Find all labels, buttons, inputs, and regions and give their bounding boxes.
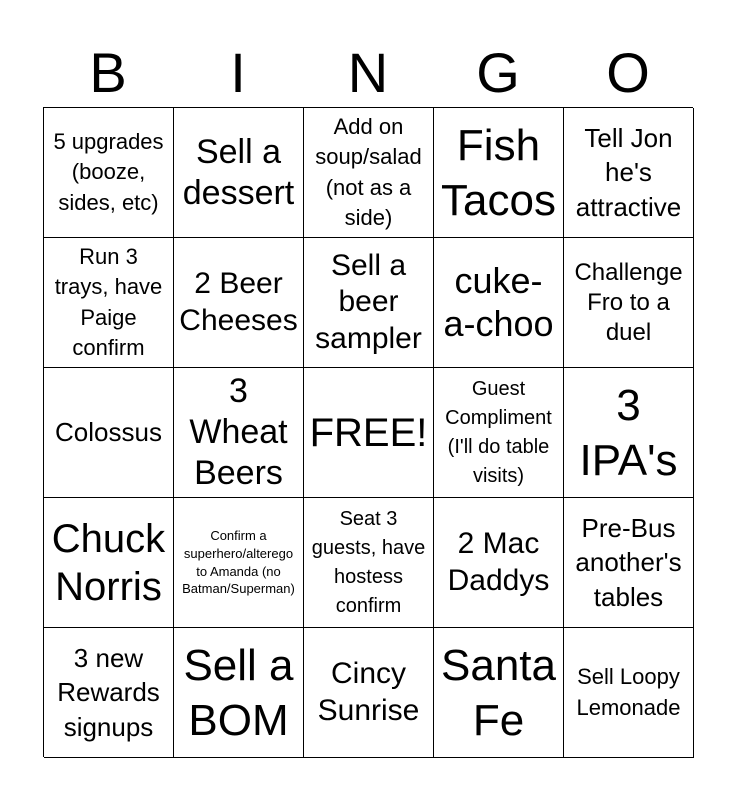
bingo-cell-r1-c1: 5 upgrades (booze, sides, etc) <box>44 108 174 238</box>
bingo-cell-r5-c2: Sell a BOM <box>174 628 304 758</box>
bingo-header <box>43 40 693 106</box>
bingo-cell-r3-c4: Guest Compliment (I'll do table visits) <box>434 368 564 498</box>
free-space: FREE! <box>304 368 434 498</box>
header-letter-i: I <box>230 41 246 104</box>
bingo-cell-r2-c2: 2 Beer Cheeses <box>174 238 304 368</box>
bingo-cell-r5-c1: 3 new Rewards signups <box>44 628 174 758</box>
bingo-cell-r3-c5: 3 IPA's <box>564 368 694 498</box>
bingo-cell-r3-c1: Colossus <box>44 368 174 498</box>
bingo-cell-r2-c4: cuke- a-choo <box>434 238 564 368</box>
bingo-cell-r4-c1: Chuck Norris <box>44 498 174 628</box>
bingo-cell-r4-c5: Pre-Bus another's tables <box>564 498 694 628</box>
bingo-cell-r4-c2: Confirm a superhero/alterego to Amanda (no Batman/Superman) <box>174 498 304 628</box>
bingo-cell-r1-c5: Tell Jon he's attractive <box>564 108 694 238</box>
bingo-cell-r1-c4: Fish Tacos <box>434 108 564 238</box>
bingo-cell-r5-c5: Sell Loopy Lemonade <box>564 628 694 758</box>
bingo-cell-r1-c3: Add on soup/salad (not as a side) <box>304 108 434 238</box>
bingo-card <box>43 107 693 757</box>
header-letter-b: B <box>89 41 127 104</box>
header-letter-g: G <box>476 41 520 104</box>
bingo-cell-r2-c5: Challenge Fro to a duel <box>564 238 694 368</box>
bingo-cell-r4-c4: 2 Mac Daddys <box>434 498 564 628</box>
bingo-cell-r5-c3: Cincy Sunrise <box>304 628 434 758</box>
bingo-cell-r5-c4: Santa Fe <box>434 628 564 758</box>
header-letter-o: O <box>606 41 650 104</box>
bingo-cell-r3-c2: 3 Wheat Beers <box>174 368 304 498</box>
bingo-cell-r2-c1: Run 3 trays, have Paige confirm <box>44 238 174 368</box>
bingo-cell-r4-c3: Seat 3 guests, have hostess confirm <box>304 498 434 628</box>
bingo-cell-r1-c2: Sell a dessert <box>174 108 304 238</box>
header-letter-n: N <box>347 41 389 104</box>
bingo-cell-r2-c3: Sell a beer sampler <box>304 238 434 368</box>
